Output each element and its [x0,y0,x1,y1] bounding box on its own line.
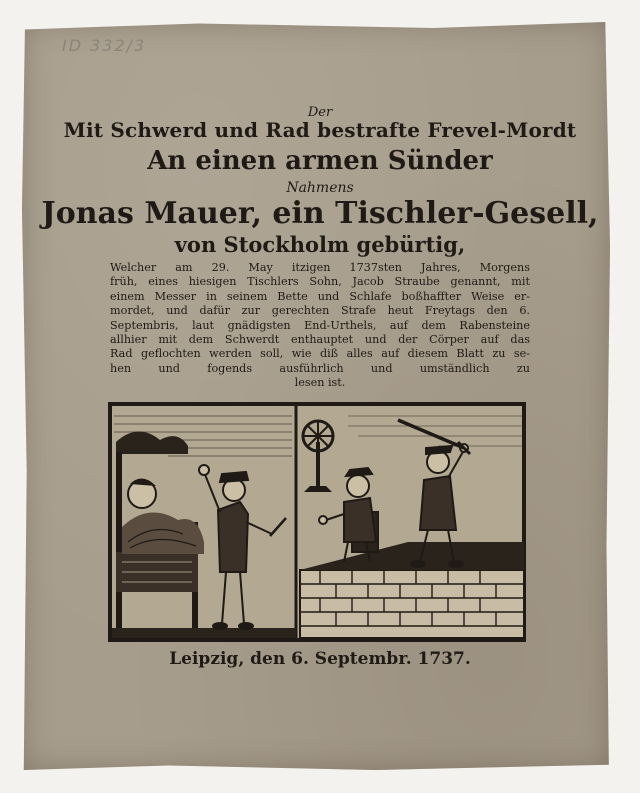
title-line-1: Mit Schwerd und Rad bestrafte Frevel-Mordt [63,118,577,142]
title-der: Der [307,105,333,120]
body-line: einem Messer in seinem Bette und Schlafe boßhaffter Weise er- [110,289,530,303]
body-line: lesen ist. [294,376,346,390]
body-line: mordet, und dafür zur gerechten Strafe heut Freytags den 6. [110,304,530,318]
archive-pencil-note: ID 332/3 [62,36,147,55]
woodcut-illustration [108,402,526,642]
body-line: Rad geflochten werden soll, wie diß alles auf diesem Blatt zu se- [110,347,530,361]
body-text [110,261,530,391]
title-name: Jonas Mauer, ein Tischler-Gesell, [41,196,599,231]
body-line: Septembris, laut gnädigsten End-Urthels, auf dem Rabensteine [110,318,530,332]
body-line: früh, eines hiesigen Tischlers Sohn, Jacob Straube genannt, mit [110,275,530,289]
title-nahmens: Nahmens [286,180,354,196]
body-line: Welcher am 29. May itzigen 1737sten Jahres, Morgens [110,261,530,274]
body-line: allhier mit dem Schwerdt enthauptet und der Cörper auf das [110,333,530,347]
title-line-2: An einen armen Sünder [147,146,493,176]
date-line: Leipzig, den 6. Septembr. 1737. [169,649,471,669]
body-line: hen und fogends ausführlich und umständlich zu [110,361,530,375]
title-origin: von Stockholm gebürtig, [174,232,466,257]
